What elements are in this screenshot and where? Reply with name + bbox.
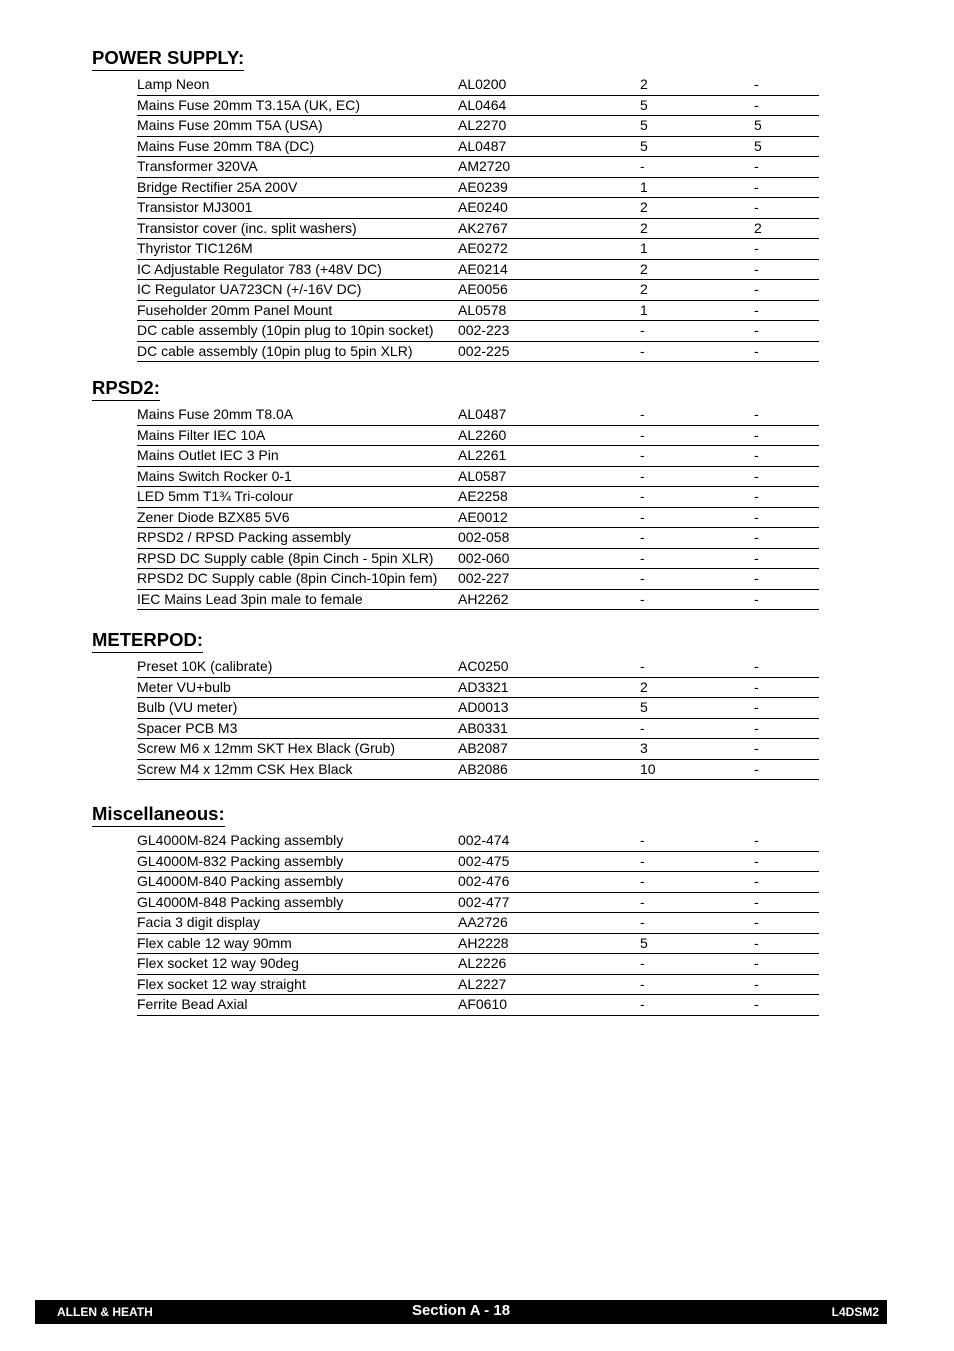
part-description: Fuseholder 20mm Panel Mount bbox=[137, 301, 333, 318]
part-number: AL2226 bbox=[458, 955, 507, 971]
table-row bbox=[137, 913, 819, 934]
table-row bbox=[137, 528, 819, 549]
table-row bbox=[137, 569, 819, 590]
table-row bbox=[137, 739, 819, 760]
part-number: AE0239 bbox=[458, 178, 508, 195]
table-row bbox=[137, 487, 819, 508]
part-description: RPSD DC Supply cable (8pin Cinch - 5pin XLR) bbox=[137, 549, 434, 566]
quantity-col-1: - bbox=[640, 832, 645, 848]
quantity-col-1: - bbox=[640, 529, 645, 545]
table-row bbox=[137, 872, 819, 893]
table-row bbox=[137, 657, 819, 678]
table-row bbox=[137, 75, 819, 96]
part-number: AL0487 bbox=[458, 137, 507, 154]
table-row bbox=[137, 995, 819, 1016]
part-description: Preset 10K (calibrate) bbox=[137, 658, 273, 674]
table-row bbox=[137, 852, 819, 873]
part-description: Zener Diode BZX85 5V6 bbox=[137, 508, 290, 525]
quantity-col-1: - bbox=[640, 342, 645, 359]
quantity-col-1: - bbox=[640, 570, 645, 586]
part-number: AE0272 bbox=[458, 240, 508, 256]
quantity-col-2: - bbox=[754, 281, 759, 297]
part-number: AH2262 bbox=[458, 590, 509, 607]
table-row bbox=[137, 467, 819, 488]
quantity-col-1: 1 bbox=[640, 240, 648, 256]
table-row bbox=[137, 405, 819, 426]
part-description: Mains Outlet IEC 3 Pin bbox=[137, 447, 279, 463]
part-description: Mains Fuse 20mm T3.15A (UK, EC) bbox=[137, 96, 361, 113]
table-row bbox=[137, 321, 819, 342]
part-description: LED 5mm T1¾ Tri-colour bbox=[137, 488, 294, 504]
quantity-col-1: - bbox=[640, 508, 645, 525]
part-description: GL4000M-848 Packing assembly bbox=[137, 893, 344, 910]
quantity-col-1: - bbox=[640, 873, 645, 889]
section-title: POWER SUPPLY: bbox=[92, 47, 244, 71]
table-row bbox=[137, 760, 819, 781]
part-number: AL0487 bbox=[458, 406, 507, 422]
part-description: Screw M6 x 12mm SKT Hex Black (Grub) bbox=[137, 740, 396, 756]
part-number: 002-475 bbox=[458, 852, 510, 869]
quantity-col-1: - bbox=[640, 406, 645, 422]
part-number: AB0331 bbox=[458, 719, 508, 736]
table-row bbox=[137, 719, 819, 740]
quantity-col-2: - bbox=[754, 76, 759, 92]
part-description: Transformer 320VA bbox=[137, 158, 258, 174]
quantity-col-1: 2 bbox=[640, 199, 648, 215]
table-row bbox=[137, 239, 819, 260]
table-row bbox=[137, 549, 819, 570]
footer-company: ALLEN & HEATH bbox=[57, 1305, 153, 1319]
quantity-col-2: - bbox=[754, 260, 759, 277]
quantity-col-2: - bbox=[754, 467, 759, 484]
quantity-col-1: - bbox=[640, 590, 645, 607]
quantity-col-2: - bbox=[754, 996, 759, 1012]
part-number: AE0214 bbox=[458, 260, 508, 277]
quantity-col-1: - bbox=[640, 322, 645, 338]
table-row bbox=[137, 446, 819, 467]
part-description: Thyristor TIC126M bbox=[137, 240, 253, 256]
table-row bbox=[137, 934, 819, 955]
part-number: AE0012 bbox=[458, 508, 508, 525]
quantity-col-1: 5 bbox=[640, 699, 648, 715]
quantity-col-2: - bbox=[754, 96, 759, 113]
quantity-col-2: - bbox=[754, 158, 759, 174]
part-number: AK2767 bbox=[458, 219, 508, 236]
quantity-col-2: - bbox=[754, 549, 759, 566]
part-number: 002-225 bbox=[458, 342, 510, 359]
table-row bbox=[137, 698, 819, 719]
table-row bbox=[137, 116, 819, 137]
parts-table bbox=[137, 405, 819, 610]
part-number: AL0464 bbox=[458, 96, 507, 113]
part-description: Mains Fuse 20mm T8.0A bbox=[137, 406, 294, 422]
section-title: Miscellaneous: bbox=[92, 803, 225, 827]
part-number: AL2260 bbox=[458, 426, 507, 443]
quantity-col-2: - bbox=[754, 570, 759, 586]
quantity-col-2: - bbox=[754, 426, 759, 443]
part-number: AL0578 bbox=[458, 301, 507, 318]
part-description: Transistor cover (inc. split washers) bbox=[137, 219, 357, 236]
quantity-col-2: - bbox=[754, 406, 759, 422]
footer-section: Section A - 18 bbox=[411, 1302, 511, 1319]
quantity-col-1: - bbox=[640, 426, 645, 443]
part-description: Bulb (VU meter) bbox=[137, 699, 238, 715]
part-number: AB2087 bbox=[458, 740, 508, 756]
quantity-col-1: 1 bbox=[640, 178, 648, 195]
quantity-col-2: - bbox=[754, 719, 759, 736]
part-number: AL0200 bbox=[458, 76, 507, 92]
quantity-col-1: 5 bbox=[640, 137, 648, 154]
quantity-col-1: 5 bbox=[640, 934, 648, 951]
table-row bbox=[137, 508, 819, 529]
quantity-col-2: - bbox=[754, 975, 759, 992]
table-row bbox=[137, 954, 819, 975]
quantity-col-1: - bbox=[640, 467, 645, 484]
part-description: Transistor MJ3001 bbox=[137, 199, 253, 215]
table-row bbox=[137, 426, 819, 447]
part-number: 002-474 bbox=[458, 832, 510, 848]
quantity-col-1: - bbox=[640, 158, 645, 174]
quantity-col-2: - bbox=[754, 178, 759, 195]
part-description: IC Regulator UA723CN (+/-16V DC) bbox=[137, 281, 362, 297]
quantity-col-2: 5 bbox=[754, 137, 762, 154]
table-row bbox=[137, 198, 819, 219]
part-description: Mains Filter IEC 10A bbox=[137, 426, 266, 443]
part-description: Lamp Neon bbox=[137, 76, 210, 92]
part-description: Mains Fuse 20mm T8A (DC) bbox=[137, 137, 315, 154]
footer-doc-code: L4DSM2 bbox=[831, 1305, 879, 1319]
part-description: DC cable assembly (10pin plug to 5pin XLR) bbox=[137, 342, 413, 359]
part-description: Flex socket 12 way straight bbox=[137, 975, 306, 992]
table-row bbox=[137, 975, 819, 996]
quantity-col-1: - bbox=[640, 488, 645, 504]
part-description: Flex socket 12 way 90deg bbox=[137, 955, 299, 971]
part-description: RPSD2 / RPSD Packing assembly bbox=[137, 529, 351, 545]
part-description: RPSD2 DC Supply cable (8pin Cinch-10pin fem) bbox=[137, 570, 438, 586]
part-number: 002-477 bbox=[458, 893, 510, 910]
quantity-col-2: - bbox=[754, 914, 759, 930]
quantity-col-1: - bbox=[640, 447, 645, 463]
table-row bbox=[137, 590, 819, 611]
part-number: AD0013 bbox=[458, 699, 509, 715]
quantity-col-2: 5 bbox=[754, 117, 762, 133]
quantity-col-1: 5 bbox=[640, 96, 648, 113]
quantity-col-2: - bbox=[754, 893, 759, 910]
quantity-col-2: - bbox=[754, 699, 759, 715]
part-description: GL4000M-824 Packing assembly bbox=[137, 832, 344, 848]
part-number: AH2228 bbox=[458, 934, 509, 951]
table-row bbox=[137, 260, 819, 281]
quantity-col-1: - bbox=[640, 658, 645, 674]
part-description: Mains Fuse 20mm T5A (USA) bbox=[137, 117, 323, 133]
part-description: GL4000M-840 Packing assembly bbox=[137, 873, 344, 889]
quantity-col-2: 2 bbox=[754, 219, 762, 236]
part-number: AL2270 bbox=[458, 117, 507, 133]
part-description: Ferrite Bead Axial bbox=[137, 996, 248, 1012]
quantity-col-1: 5 bbox=[640, 117, 648, 133]
quantity-col-1: 3 bbox=[640, 740, 648, 756]
quantity-col-2: - bbox=[754, 955, 759, 971]
table-row bbox=[137, 301, 819, 322]
part-description: Spacer PCB M3 bbox=[137, 719, 238, 736]
quantity-col-2: - bbox=[754, 873, 759, 889]
part-number: AL0587 bbox=[458, 467, 507, 484]
quantity-col-2: - bbox=[754, 342, 759, 359]
part-number: AE0056 bbox=[458, 281, 508, 297]
quantity-col-1: 2 bbox=[640, 76, 648, 92]
parts-table bbox=[137, 831, 819, 1016]
quantity-col-1: - bbox=[640, 549, 645, 566]
part-number: AC0250 bbox=[458, 658, 509, 674]
quantity-col-1: - bbox=[640, 893, 645, 910]
parts-table bbox=[137, 657, 819, 780]
table-row bbox=[137, 280, 819, 301]
table-row bbox=[137, 678, 819, 699]
part-number: AM2720 bbox=[458, 158, 511, 174]
part-number: AB2086 bbox=[458, 760, 508, 777]
part-description: GL4000M-832 Packing assembly bbox=[137, 852, 344, 869]
part-number: AE2258 bbox=[458, 488, 508, 504]
part-number: 002-476 bbox=[458, 873, 510, 889]
part-description: IC Adjustable Regulator 783 (+48V DC) bbox=[137, 260, 382, 277]
quantity-col-2: - bbox=[754, 199, 759, 215]
table-row bbox=[137, 342, 819, 363]
quantity-col-1: - bbox=[640, 955, 645, 971]
table-row bbox=[137, 178, 819, 199]
part-number: AF0610 bbox=[458, 996, 508, 1012]
part-number: AE0240 bbox=[458, 199, 508, 215]
table-row bbox=[137, 157, 819, 178]
part-number: 002-058 bbox=[458, 529, 510, 545]
quantity-col-2: - bbox=[754, 529, 759, 545]
part-number: AA2726 bbox=[458, 914, 508, 930]
quantity-col-2: - bbox=[754, 852, 759, 869]
part-description: Flex cable 12 way 90mm bbox=[137, 934, 292, 951]
table-row bbox=[137, 137, 819, 158]
part-description: Meter VU+bulb bbox=[137, 678, 231, 695]
quantity-col-2: - bbox=[754, 658, 759, 674]
quantity-col-2: - bbox=[754, 740, 759, 756]
part-number: 002-223 bbox=[458, 322, 510, 338]
quantity-col-2: - bbox=[754, 508, 759, 525]
part-description: DC cable assembly (10pin plug to 10pin socket) bbox=[137, 322, 434, 338]
quantity-col-2: - bbox=[754, 301, 759, 318]
quantity-col-1: 10 bbox=[640, 760, 656, 777]
quantity-col-2: - bbox=[754, 488, 759, 504]
part-description: IEC Mains Lead 3pin male to female bbox=[137, 590, 363, 607]
part-number: 002-227 bbox=[458, 570, 510, 586]
section-title: RPSD2: bbox=[92, 377, 160, 401]
quantity-col-1: - bbox=[640, 975, 645, 992]
part-description: Mains Switch Rocker 0-1 bbox=[137, 467, 292, 484]
section-title: METERPOD: bbox=[92, 629, 203, 653]
quantity-col-2: - bbox=[754, 678, 759, 695]
table-row bbox=[137, 219, 819, 240]
quantity-col-1: - bbox=[640, 719, 645, 736]
part-description: Screw M4 x 12mm CSK Hex Black bbox=[137, 760, 353, 777]
table-row bbox=[137, 96, 819, 117]
quantity-col-2: - bbox=[754, 447, 759, 463]
quantity-col-2: - bbox=[754, 760, 759, 777]
parts-table bbox=[137, 75, 819, 362]
part-number: 002-060 bbox=[458, 549, 510, 566]
quantity-col-1: - bbox=[640, 996, 645, 1012]
part-number: AL2227 bbox=[458, 975, 507, 992]
quantity-col-1: 2 bbox=[640, 219, 648, 236]
quantity-col-2: - bbox=[754, 832, 759, 848]
page-footer bbox=[35, 1300, 887, 1324]
part-number: AL2261 bbox=[458, 447, 507, 463]
table-row bbox=[137, 831, 819, 852]
part-description: Bridge Rectifier 25A 200V bbox=[137, 178, 298, 195]
quantity-col-1: 1 bbox=[640, 301, 648, 318]
part-description: Facia 3 digit display bbox=[137, 914, 260, 930]
quantity-col-1: 2 bbox=[640, 281, 648, 297]
quantity-col-2: - bbox=[754, 322, 759, 338]
quantity-col-2: - bbox=[754, 934, 759, 951]
table-row bbox=[137, 893, 819, 914]
quantity-col-1: - bbox=[640, 852, 645, 869]
quantity-col-1: 2 bbox=[640, 260, 648, 277]
quantity-col-2: - bbox=[754, 590, 759, 607]
quantity-col-2: - bbox=[754, 240, 759, 256]
quantity-col-1: - bbox=[640, 914, 645, 930]
quantity-col-1: 2 bbox=[640, 678, 648, 695]
part-number: AD3321 bbox=[458, 678, 509, 695]
